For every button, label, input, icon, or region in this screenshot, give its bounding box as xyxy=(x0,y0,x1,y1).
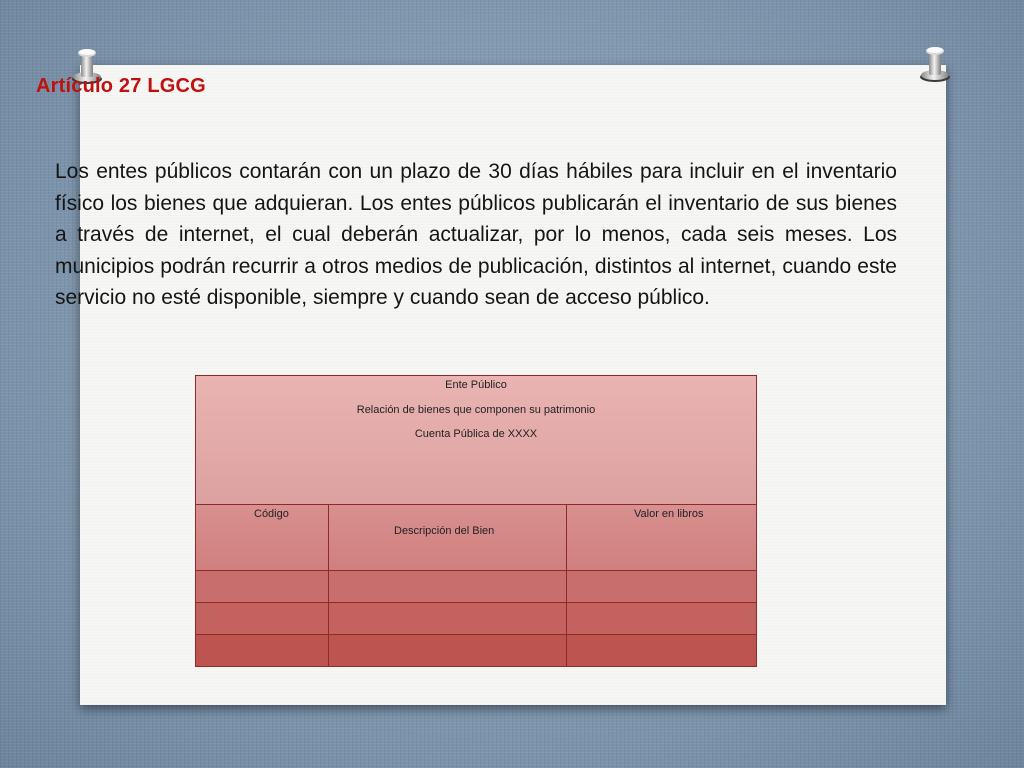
table-row xyxy=(196,603,756,635)
table-row xyxy=(196,571,756,603)
header-public-account: Cuenta Pública de XXXX xyxy=(414,428,538,440)
table-cell xyxy=(567,603,756,634)
table-cell xyxy=(329,603,567,634)
header-report-title: Relación de bienes que componen su patrimonio xyxy=(356,404,596,416)
table-cell xyxy=(567,571,756,602)
form-header xyxy=(196,376,756,505)
table-cell xyxy=(329,635,567,666)
inventory-form-table xyxy=(195,375,757,667)
table-cell xyxy=(329,571,567,602)
slide-title: Artículo 27 LGCG xyxy=(36,75,206,97)
column-label-description: Descripción del Bien xyxy=(394,525,495,537)
column-header-row xyxy=(196,505,756,571)
table-cell xyxy=(196,635,329,666)
column-label-code: Código xyxy=(254,508,289,520)
header-entity-label: Ente Público xyxy=(445,379,507,391)
slide-body-text: Los entes públicos contarán con un plazo de 30 días hábiles para incluir en el inventario físico los bienes que adquieran. Los entes públicos publicarán el inventario de sus bienes a través de internet, el cual deberán actualizar, por lo menos, cada seis meses. Los municipios podrán recurrir a otros medios de publicación, distintos al internet, cuando este servicio no esté disponible, siempre y cuando sean de acceso público. xyxy=(55,160,897,309)
pushpin-icon xyxy=(918,42,952,84)
table-cell xyxy=(196,603,329,634)
column-header-description xyxy=(329,505,567,570)
table-cell xyxy=(196,571,329,602)
table-cell xyxy=(567,635,756,666)
table-row xyxy=(196,635,756,666)
column-header-value xyxy=(567,505,756,570)
column-label-value: Valor en libros xyxy=(634,508,704,520)
column-header-code xyxy=(196,505,329,570)
